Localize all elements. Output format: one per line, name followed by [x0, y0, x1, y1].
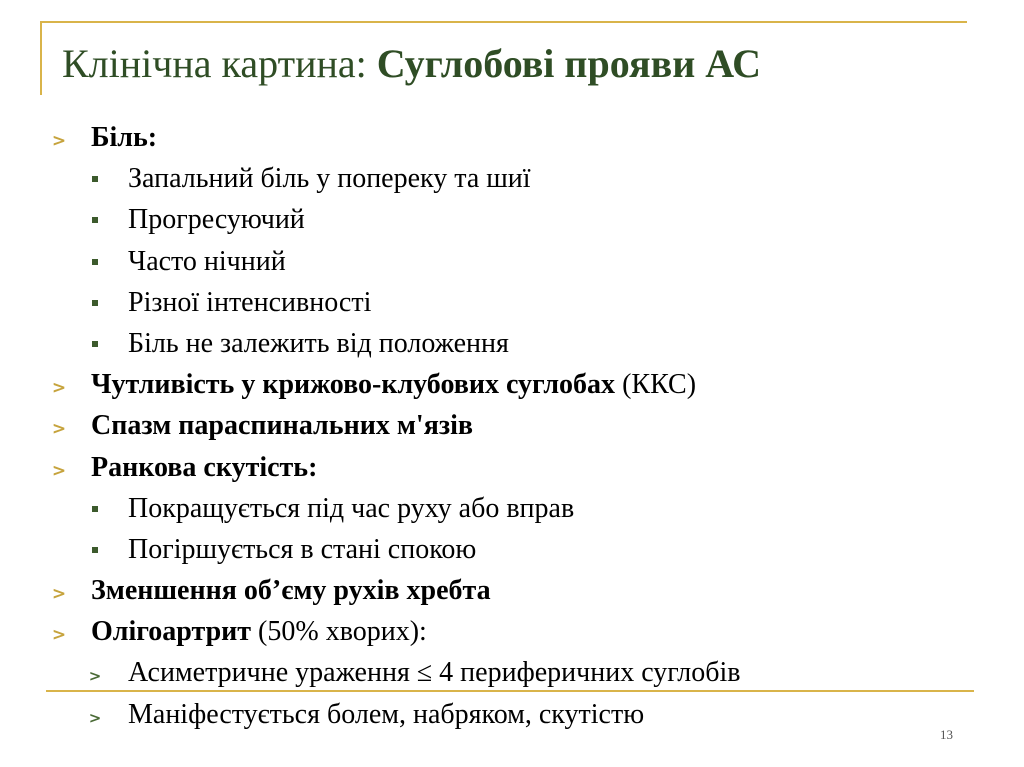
chevron-bullet-icon: > [51, 131, 67, 151]
list-item [0, 570, 1024, 611]
list-item [0, 364, 1024, 405]
list-item-bold-text: Біль: [91, 122, 158, 153]
list-item-text [128, 241, 286, 282]
list-item-bold-text: Ранкова скутість: [91, 451, 318, 483]
chevron-bullet-icon: > [51, 625, 67, 646]
list-item-plain-text: Асиметричне ураження ≤ 4 периферичних суглобів [128, 657, 741, 689]
list-item-text [91, 611, 427, 652]
slide-title-prefix: Клінічна картина: [62, 41, 377, 86]
chevron-bullet-icon: > [51, 419, 67, 440]
chevron-bullet-icon: > [51, 584, 67, 605]
list-item-plain-text: Різної інтенсивності [128, 286, 372, 318]
list-item [0, 652, 1024, 693]
square-bullet-icon [85, 241, 105, 282]
list-item-text [128, 694, 644, 735]
list-item-plain-text: Біль не залежить від положення [128, 327, 509, 359]
slide-title [62, 42, 761, 86]
square-bullet-icon [85, 529, 105, 570]
square-bullet-icon [85, 199, 105, 240]
list-item [0, 447, 1024, 488]
list-item-bold-text: Спазм параспинальних м'язів [91, 410, 473, 442]
list-item [0, 529, 1024, 570]
list-item-text [128, 652, 741, 693]
list-item-text [91, 405, 473, 446]
square-bullet-icon [85, 488, 105, 529]
list-item-bold-text: Чутливість у крижово-клубових суглобах [91, 369, 616, 401]
frame-left-line [40, 21, 42, 95]
chevron-bullet-icon: > [51, 460, 67, 481]
page-number: 13 [940, 727, 953, 742]
frame-top-line [40, 21, 967, 23]
list-item [0, 199, 1024, 240]
list-item-text [91, 447, 317, 488]
list-item-text [128, 323, 509, 364]
list-item-plain-text: Запальний біль у попереку та шиї [128, 163, 531, 195]
list-item-text [128, 529, 476, 570]
list-item-plain-text: Прогресуючий [128, 204, 305, 236]
list-item [0, 241, 1024, 282]
list-item-text [91, 364, 696, 405]
list-item [0, 117, 1024, 158]
list-item-text [128, 158, 531, 199]
list-item [0, 488, 1024, 529]
list-item-text [128, 282, 371, 323]
list-item [0, 323, 1024, 364]
square-bullet-icon [85, 158, 105, 199]
list-item-plain-text: (ККС) [615, 369, 697, 401]
bullet-list [0, 117, 1024, 735]
list-item [0, 158, 1024, 199]
list-item [0, 405, 1024, 446]
list-item-text [128, 199, 305, 240]
list-item-plain-text: Маніфестується болем, набряком, скутістю [128, 698, 645, 730]
list-item [0, 282, 1024, 323]
list-item-text [128, 488, 574, 529]
list-item [0, 611, 1024, 652]
list-item-plain-text: Часто нічний [128, 245, 286, 277]
list-item-plain-text: (50% хворих): [251, 616, 427, 648]
list-item-text [91, 570, 491, 611]
square-bullet-icon [85, 323, 105, 364]
chevron-bullet-icon: > [88, 708, 102, 727]
list-item-bold-text: Олігоартрит [91, 616, 252, 648]
square-bullet-icon [85, 282, 105, 323]
slide-title-bold: Суглобові прояви АС [376, 41, 762, 86]
list-item-text [91, 117, 157, 158]
chevron-bullet-icon: > [51, 378, 67, 399]
chevron-bullet-icon: > [88, 667, 102, 686]
list-item-plain-text: Покращується під час руху або вправ [128, 492, 575, 524]
list-item-plain-text: Погіршується в стані спокою [128, 533, 477, 565]
list-item [0, 694, 1024, 735]
list-item-bold-text: Зменшення об’єму рухів хребта [91, 575, 491, 607]
